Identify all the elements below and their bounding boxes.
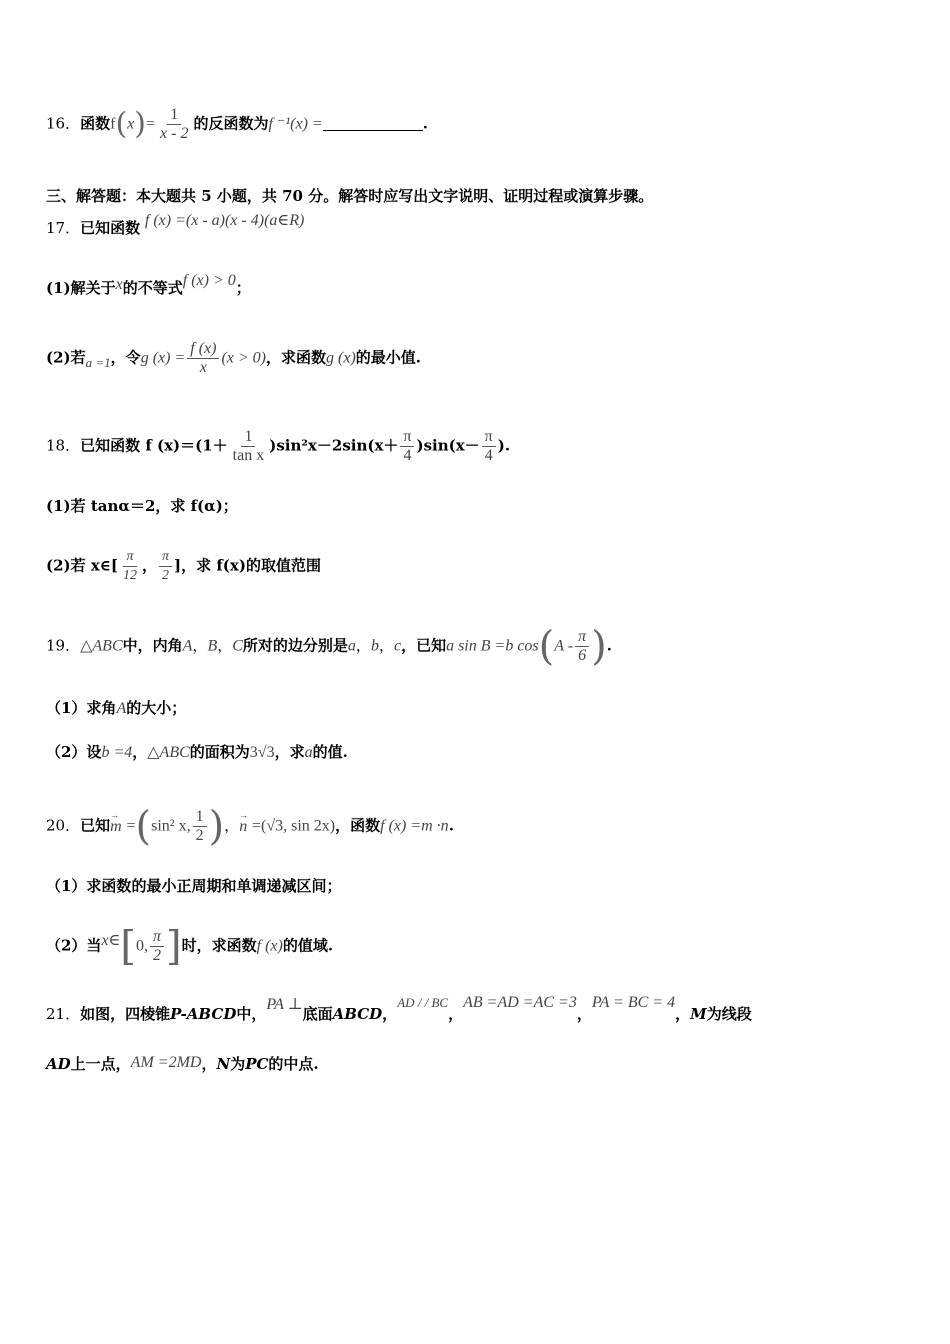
q18-part2 (46, 548, 910, 585)
q20-lead: 已知 (80, 816, 111, 835)
q19-sep4: ， (378, 636, 394, 655)
q16-x: x (127, 115, 135, 133)
q18-p2-pi-a: π (123, 548, 136, 567)
q20-number: 20． (46, 816, 81, 835)
q20-n-value: =(√3, sin 2x) (251, 817, 336, 835)
q21-t1: 如图，四棱锥 (80, 1005, 171, 1023)
q18-p2-frac-b (159, 548, 172, 585)
q20-p2-den: 2 (153, 947, 161, 964)
q17-p2-num: f (x) (187, 340, 219, 359)
q17-p2-mid: ，求函数 (266, 348, 327, 367)
q16-line: 16．函数f(x)= $\frac{1}{x - 2}$ 的反函数为f ⁻¹(x) = . (46, 106, 428, 142)
q21-t2: 中， (236, 1005, 267, 1023)
q18-p2-2: 2 (162, 568, 170, 583)
q19-p1-A: A (116, 700, 127, 717)
q19-part1 (46, 698, 910, 719)
section3-title: 三、解答题：本大题共 5 小题，共 70 分。解答时应写出文字说明、证明过程或演算步骤。 (46, 187, 654, 205)
q21-t6: ， (576, 1005, 592, 1023)
q20-eq: = (126, 817, 136, 835)
q18-line (46, 428, 910, 465)
q17-p2-label: (2)若 (46, 348, 86, 367)
q17-part2 (46, 340, 910, 377)
q16-denominator: x - 2 (160, 125, 189, 142)
q17-formula: f (x) =(x - a)(x - 4)(a∈R) (144, 212, 305, 229)
q18-frac-pi4-a (400, 428, 414, 465)
q19-sep1: ， (192, 636, 208, 655)
q17-line (46, 212, 910, 239)
q21-N: N (216, 1055, 231, 1073)
q19-sep2: ， (217, 636, 233, 655)
q18-frac1-num: 1 (241, 428, 255, 447)
q17-p2-g: g (x) = (140, 349, 186, 367)
q21-pa-perp: PA ⊥ (266, 996, 303, 1013)
q19-B: B (207, 637, 218, 655)
q20-part2: （2）当x∈[0, $\frac{\pi}{2}$ ]时，求函数f (x)的值域. (46, 923, 334, 970)
q20-p2-interval: 0, (136, 937, 148, 955)
q19-t1: 中，内角 (122, 636, 183, 655)
q21-abcd: ABCD (332, 1005, 383, 1023)
q18-p2-frac-a (120, 548, 140, 585)
q17-p2-cond: a =1 (85, 354, 111, 370)
q21-eqs: AB =AD =AC =3 (463, 994, 577, 1011)
q19-line: 19．△ABC中，内角A，B，C所对的边分别是a，b，c，已知a sin B =b cos(A - $\frac{\pi}{6}$ ). (46, 623, 612, 670)
q21-pa-bc: PA = BC = 4 (591, 994, 676, 1011)
q18-frac1-den: tan x (232, 447, 265, 464)
q19-pi: π (575, 628, 589, 647)
q20-mid: ，函数 (335, 816, 381, 835)
q17-p1-end: ； (235, 279, 251, 297)
q20-end: . (448, 816, 454, 835)
q18-pi-a: π (400, 428, 414, 447)
q17-p1-label: (1)解关于 (46, 279, 116, 297)
q20-p2-end: 的值域. (282, 936, 334, 955)
q18-four-b: 4 (484, 447, 493, 464)
q18-mid1: )sin²x－2sin(x＋ (269, 436, 399, 455)
q19-six: 6 (578, 647, 587, 664)
q18-p2-comma: ， (142, 556, 158, 575)
q17-p2-end: 的最小值. (355, 348, 422, 367)
q17-p2-den: x (199, 359, 207, 376)
q21-AD: AD (46, 1055, 71, 1073)
q18-number: 18． (46, 436, 81, 455)
q19-p2-mid: 的面积为 (189, 743, 250, 761)
q17-p2-domain: (x > 0) (221, 349, 267, 367)
q18-p2-lead: (2)若 x∈[ (46, 556, 118, 575)
q18-pi-b: π (482, 428, 496, 447)
q16-end: . (422, 114, 428, 133)
q19-p2-end: 的值. (312, 743, 348, 761)
q17-p1-formula: f (x) > 0 (182, 272, 236, 289)
q17-part1 (46, 272, 910, 299)
q19-p2-sep: ， (132, 743, 148, 761)
q20-comma: ， (224, 816, 240, 835)
q18-end: ). (497, 436, 511, 455)
q18-frac1 (230, 428, 268, 465)
q18-four-a: 4 (403, 447, 412, 464)
q20-p2-fx: f (x) (256, 937, 283, 955)
q19-p2-area: 3√3 (249, 744, 275, 761)
q16-lead: 函数 (80, 114, 111, 133)
q19-t3: ，已知 (401, 636, 447, 655)
q17-lead: 已知函数 (80, 219, 141, 237)
q16-number: 16． (46, 114, 81, 133)
q19-part2 (46, 742, 910, 763)
q17-p2-ling: ，令 (110, 348, 141, 367)
q19-p2-b: b =4 (101, 744, 133, 761)
q17-p2-fraction (187, 340, 219, 377)
q21-am: AM =2MD (130, 1054, 202, 1071)
q16-numerator: 1 (167, 106, 181, 125)
q21-ad-bc: AD / / BC (397, 995, 449, 1010)
q19-triangle: △ABC (80, 637, 123, 655)
q21-t10: ， (201, 1055, 217, 1073)
q20-line: 20．已知→ m =(sin² x, $\frac{1}{2}$ )，→ n =(√3, sin 2x)，函数f (x) =m ·n. (46, 808, 910, 845)
q19-b: b (370, 637, 379, 655)
q18-lead: 已知函数 f (x)＝(1＋ (80, 436, 228, 455)
q18-p2-12: 12 (123, 568, 137, 583)
q21-t11: 为 (230, 1055, 246, 1073)
q21-t7: ， (675, 1005, 691, 1023)
q16-func: f (110, 115, 116, 133)
q21-t12: 的中点. (268, 1055, 319, 1073)
q16-answer-blank (323, 130, 423, 131)
q20-fx: f (x) =m ·n (380, 817, 449, 835)
q17-p2-gx: g (x) (326, 349, 356, 367)
q19-p1-end: 的大小； (126, 699, 187, 717)
q18-frac-pi4-b (482, 428, 496, 465)
q21-number: 21． (46, 1005, 81, 1023)
q20-half (193, 808, 207, 845)
q17-p1-var: x (115, 276, 123, 293)
q19-p2-lead: （2）设 (46, 743, 102, 761)
q21-t9: 上一点， (70, 1055, 131, 1073)
q18-part1: (1)若 tanα＝2，求 f(α)； (46, 497, 238, 515)
q20-p2-pi: π (150, 928, 164, 947)
q21-line2 (46, 1054, 910, 1075)
q19-p2-a: a (304, 744, 313, 761)
q21-pabcd: P-ABCD (170, 1005, 237, 1023)
q21-t4: ， (382, 1005, 398, 1023)
q19-end: . (606, 636, 612, 655)
q20-part1: （1）求函数的最小正周期和单调递减区间； (46, 877, 342, 895)
q21-t3: 底面 (302, 1005, 333, 1023)
q20-half-num: 1 (193, 808, 207, 827)
q19-sep3: ， (355, 636, 371, 655)
q19-t2: 所对的边分别是 (242, 636, 348, 655)
q20-p2-frac (150, 928, 164, 965)
q18-mid2: )sin(x－ (416, 436, 480, 455)
q19-p2-mid2: ，求 (274, 743, 305, 761)
q18-p2-pi-b: π (159, 548, 172, 567)
q20-p2-lead: （2）当 (46, 936, 102, 955)
q20-p2-x: x∈ (101, 931, 121, 949)
q19-number: 19． (46, 636, 81, 655)
q19-A: A (182, 637, 193, 655)
q20-n-vector: → n (239, 817, 247, 837)
q19-eq-left: a sin B =b cos (446, 637, 539, 655)
q19-eq-inner: A - (554, 637, 574, 655)
q21-t8: 为线段 (706, 1005, 752, 1023)
q19-frac-pi6 (575, 628, 589, 665)
q20-p2-mid: 时，求函数 (181, 936, 257, 955)
q18-p2-end: ]，求 f(x)的取值范围 (174, 556, 321, 575)
q21-line1 (46, 994, 910, 1025)
q16-mid: 的反函数为 (193, 114, 269, 133)
q21-M: M (690, 1005, 707, 1023)
q19-p1-lead: （1）求角 (46, 699, 117, 717)
q19-a: a (347, 637, 356, 655)
q19-C: C (232, 637, 243, 655)
q20-sin2: sin² x, (151, 817, 191, 835)
q20-m-vector: → m (110, 817, 122, 837)
q19-p2-tri: △ABC (147, 744, 190, 761)
q16-inverse: f ⁻¹(x) = (268, 115, 323, 133)
q19-c: c (393, 637, 402, 655)
q16-eq: = (145, 115, 156, 133)
q17-p1-mid: 的不等式 (122, 279, 183, 297)
q20-half-den: 2 (195, 827, 204, 844)
q17-number: 17． (46, 219, 81, 237)
q21-t5: ， (448, 1005, 464, 1023)
q21-PC: PC (245, 1055, 269, 1073)
q16-fraction (157, 106, 191, 143)
